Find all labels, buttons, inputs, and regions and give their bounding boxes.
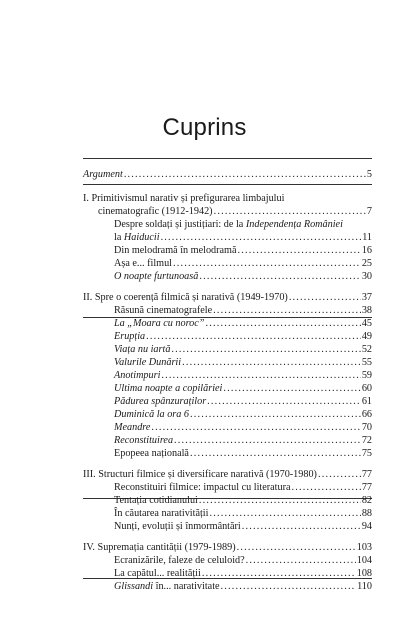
toc-page-number: 49	[361, 331, 372, 342]
leader-dots	[146, 330, 361, 343]
leader-dots	[171, 343, 360, 356]
leader-dots	[223, 382, 360, 395]
toc-page-number: 37	[361, 292, 372, 303]
divider	[83, 184, 372, 185]
toc-page-number: 104	[356, 555, 372, 566]
toc-page-number: 103	[356, 542, 372, 553]
toc-entry-label	[114, 257, 172, 270]
leader-dots	[214, 205, 366, 218]
toc-page-number: 77	[361, 469, 372, 480]
toc-entry-label	[114, 554, 245, 567]
toc-entry	[0, 231, 409, 244]
leader-dots	[202, 567, 356, 580]
toc-entry-text: Epopeea națională	[114, 448, 189, 459]
toc-entry	[0, 257, 409, 270]
toc-entry-text: cinematografic (1912-1942)	[98, 206, 213, 217]
toc-entry-text: Viața nu iartă	[114, 344, 171, 355]
toc-entry	[0, 343, 409, 356]
toc-page-number: 110	[357, 581, 372, 592]
toc-entry-title: Haiducii	[123, 232, 160, 243]
leader-dots	[190, 447, 361, 460]
toc-entry-label	[114, 520, 241, 533]
leader-dots	[242, 520, 361, 533]
toc-entry-text: Tentația cotidianului	[114, 495, 198, 506]
leader-dots	[173, 257, 361, 270]
toc-entry-text: Erupția	[114, 331, 146, 342]
toc-page-number: 7	[366, 206, 372, 217]
toc-entry-label	[114, 231, 160, 244]
toc-entry	[0, 291, 409, 304]
toc-entry-label	[114, 330, 145, 343]
toc-entry-label	[114, 382, 222, 395]
toc-page-number: 82	[361, 495, 372, 506]
leader-dots	[221, 580, 357, 593]
toc-entry-text: IV. Supremația cantității (1979-1989)	[83, 542, 236, 553]
toc-entry	[0, 356, 409, 369]
toc-entry-label	[114, 580, 220, 593]
toc-entry-text: La „Moara cu noroc”	[114, 318, 205, 329]
leader-dots	[246, 554, 356, 567]
toc-entry-text: La capătul... realității	[114, 568, 201, 579]
leader-dots	[238, 244, 361, 257]
toc-page-number: 94	[361, 521, 372, 532]
toc-entry-text: II. Spre o coerență filmică și narativă (1949-1970)	[83, 292, 288, 303]
toc-entry	[0, 421, 409, 434]
toc-entry-text: în... narativitate	[153, 581, 220, 592]
toc-entry-label	[83, 291, 288, 304]
toc-page-number: 38	[361, 305, 372, 316]
toc-entry	[0, 408, 409, 421]
leader-dots	[207, 395, 361, 408]
toc-entry-text: Anotimpuri	[114, 370, 161, 381]
leader-dots	[199, 494, 361, 507]
toc-page-number: 77	[361, 482, 372, 493]
toc-entry-label	[114, 317, 204, 330]
toc-entry-text: Reconstituiri filmice: impactul cu literatura	[114, 482, 291, 493]
toc-entry-label	[114, 421, 150, 434]
toc-entry	[0, 330, 409, 343]
leader-dots	[237, 541, 356, 554]
toc-entry	[0, 168, 409, 181]
toc-entry	[0, 567, 409, 580]
toc-entry	[0, 205, 409, 218]
leader-dots	[182, 356, 361, 369]
leader-dots	[292, 481, 361, 494]
toc-page-number: 30	[361, 271, 372, 282]
toc-entry-text: III. Structuri filmice și diversificare narativă (1970-1980)	[83, 469, 317, 480]
toc-entry-label	[114, 481, 291, 494]
toc-entry-label	[114, 434, 173, 447]
toc-entry-text: Nunți, evoluții și înmormântări	[114, 521, 241, 532]
toc-page-number: 75	[361, 448, 372, 459]
toc-entry-label	[114, 395, 206, 408]
leader-dots	[124, 168, 366, 181]
toc-page-number: 16	[361, 245, 372, 256]
toc-entry	[0, 554, 409, 567]
toc-entry-text: Ecranizările, faleze de celuloid?	[114, 555, 245, 566]
toc-page-number: 11	[362, 232, 372, 243]
toc-entry-label	[83, 468, 317, 481]
toc-page-number: 25	[361, 258, 372, 269]
toc-entry-label	[83, 168, 123, 181]
toc-page-number: 55	[361, 357, 372, 368]
toc-entry-text: Duminică la ora 6	[114, 409, 189, 420]
toc-entry-label	[98, 205, 213, 218]
toc-page-number: 60	[361, 383, 372, 394]
toc-entry	[0, 468, 409, 481]
divider	[83, 158, 372, 159]
leader-dots	[174, 434, 361, 447]
toc-entry-text: În căutarea narativității	[114, 508, 209, 519]
toc-entry-text: la	[114, 232, 124, 243]
leader-dots	[190, 408, 361, 421]
toc-entry	[0, 395, 409, 408]
toc-page-number: 59	[361, 370, 372, 381]
toc-entry	[0, 580, 409, 593]
toc-entry-label	[114, 218, 343, 231]
toc-entry-label	[114, 356, 181, 369]
toc-entry-text: Reconstituirea	[114, 435, 174, 446]
toc-entry-label	[83, 541, 236, 554]
toc-entry-text: Așa e... filmul	[114, 258, 173, 269]
toc-page-number: 61	[361, 396, 372, 407]
toc-entry	[0, 507, 409, 520]
toc-entry	[0, 541, 409, 554]
toc-entry-text: Argument	[83, 169, 123, 180]
toc-entry	[0, 434, 409, 447]
toc-entry-text: O noapte furtunoasă	[114, 271, 199, 282]
toc-entry-label	[114, 567, 201, 580]
toc-page-number: 66	[361, 409, 372, 420]
toc-entry	[0, 382, 409, 395]
toc-entry-label	[83, 192, 284, 205]
toc-entry-label	[114, 270, 198, 283]
toc-entry-title: Independența României	[245, 219, 343, 230]
toc-page-number: 52	[361, 344, 372, 355]
toc-entry-text: Ultima noapte a copilăriei	[114, 383, 223, 394]
toc-entry-text: Pădurea spânzuraților	[114, 396, 207, 407]
leader-dots	[289, 291, 361, 304]
toc-entry	[0, 481, 409, 494]
toc-page-number: 88	[361, 508, 372, 519]
toc-entry-text: Meandre	[114, 422, 151, 433]
toc-entry-label	[114, 408, 189, 421]
toc-entry	[0, 317, 409, 330]
toc-entry-label	[114, 304, 212, 317]
toc-entry	[0, 270, 409, 283]
page-title: Cuprins	[162, 114, 247, 141]
leader-dots	[161, 231, 362, 244]
toc-page-number: 70	[361, 422, 372, 433]
leader-dots	[205, 317, 360, 330]
toc-entry-label	[114, 494, 198, 507]
leader-dots	[318, 468, 361, 481]
leader-dots	[213, 304, 361, 317]
toc-entry-text: I. Primitivismul narativ și prefigurarea limbajului	[83, 193, 285, 204]
toc-entry-label	[114, 343, 170, 356]
toc-entry	[0, 447, 409, 460]
leader-dots	[161, 369, 360, 382]
leader-dots	[209, 507, 360, 520]
toc-page-number: 5	[366, 169, 372, 180]
toc-page-number: 108	[356, 568, 372, 579]
toc-entry	[0, 218, 409, 231]
toc-entry	[0, 520, 409, 533]
leader-dots	[199, 270, 360, 283]
toc-entry-label	[114, 507, 208, 520]
toc-entry-label	[114, 447, 189, 460]
toc-entry-text: Despre soldați și justițiari: de la	[114, 219, 246, 230]
toc-entry-text: Răsună cinematografele	[114, 305, 213, 316]
toc-entry-label	[114, 369, 160, 382]
toc-entry-label	[114, 244, 237, 257]
toc-entry-text: Valurile Dunării	[114, 357, 182, 368]
toc-entry	[0, 369, 409, 382]
toc-entry	[0, 192, 409, 205]
toc-entry	[0, 494, 409, 507]
toc-page-number: 72	[361, 435, 372, 446]
toc-entry	[0, 304, 409, 317]
toc-entry-text: Glissandi	[114, 581, 154, 592]
leader-dots	[151, 421, 360, 434]
toc-page-number: 45	[361, 318, 372, 329]
toc-entry	[0, 244, 409, 257]
toc-entry-text: Din melodramă în melodramă	[114, 245, 237, 256]
